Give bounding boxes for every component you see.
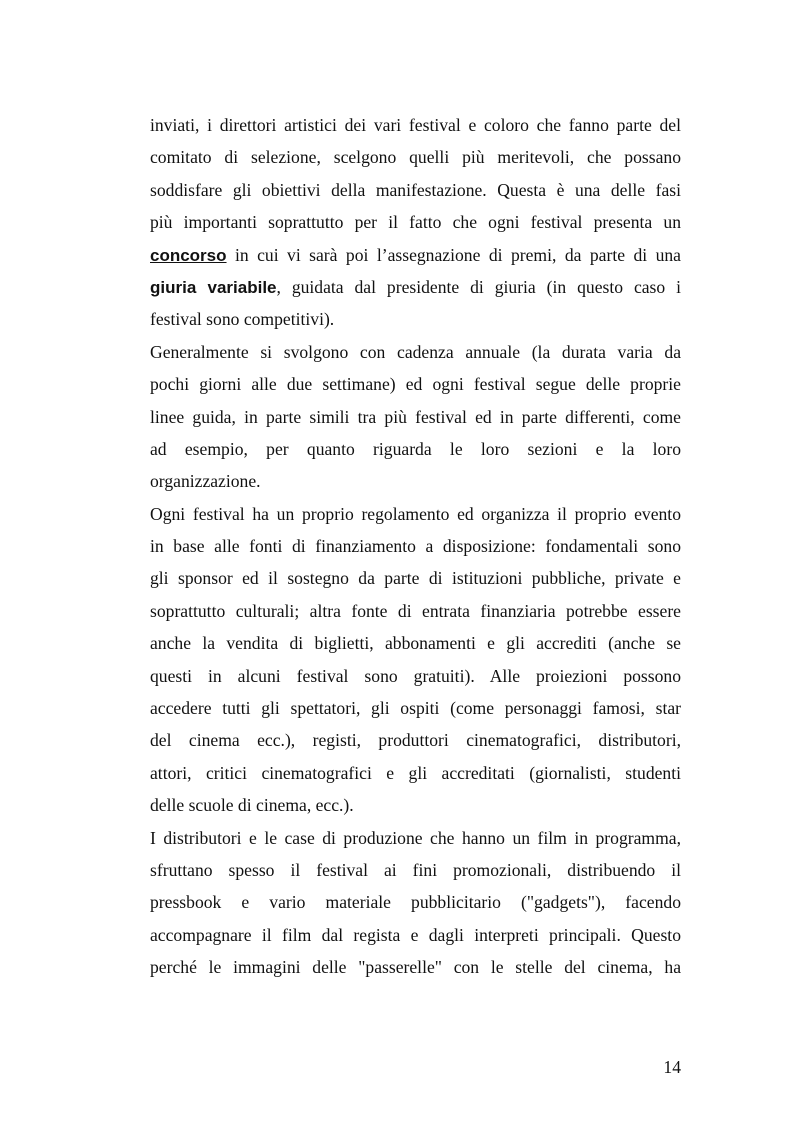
- text-run: sfruttano spesso il festival ai fini promozionali, distribuendo il: [150, 859, 681, 880]
- text-line: [150, 465, 681, 497]
- paragraph: [150, 336, 681, 498]
- text-run: Ogni festival ha un proprio regolamento ed organizza il proprio evento: [150, 503, 681, 524]
- text-line: [150, 562, 681, 594]
- text-run: linee guida, in parte simili tra più festival ed in parte differenti, come: [150, 406, 681, 427]
- text-line: [150, 206, 681, 238]
- text-line: [150, 660, 681, 692]
- text-run: in cui vi sarà poi l’assegnazione di premi, da parte di una: [226, 244, 681, 265]
- text-line: [150, 724, 681, 756]
- text-line: [150, 174, 681, 206]
- text-run: in base alle fonti di finanziamento a disposizione: fondamentali sono: [150, 536, 681, 557]
- document-body: [150, 109, 681, 984]
- text-line: [150, 951, 681, 983]
- text-run: perché le immagini delle "passerelle" con le stelle del cinema, ha: [150, 957, 681, 978]
- text-line: [150, 498, 681, 530]
- text-run: pochi giorni alle due settimane) ed ogni festival segue delle proprie: [150, 374, 681, 395]
- text-line: [150, 854, 681, 886]
- text-line: [150, 109, 681, 141]
- text-run: organizzazione.: [150, 471, 261, 492]
- text-line: [150, 886, 681, 918]
- text-run: soprattutto culturali; altra fonte di entrata finanziaria potrebbe essere: [150, 600, 681, 621]
- text-run: del cinema ecc.), registi, produttori cinematografici, distributori,: [150, 730, 681, 751]
- paragraph: [150, 822, 681, 984]
- text-line: [150, 789, 681, 821]
- emphasized-term: concorso: [150, 245, 227, 265]
- text-run: , guidata dal presidente di giuria (in questo caso i: [276, 276, 681, 297]
- text-run: comitato di selezione, scelgono quelli più meritevoli, che possano: [150, 147, 681, 168]
- text-line: [150, 401, 681, 433]
- text-line: [150, 757, 681, 789]
- text-run: I distributori e le case di produzione che hanno un film in programma,: [150, 827, 681, 848]
- text-run: gli sponsor ed il sostegno da parte di istituzioni pubbliche, private e: [150, 568, 681, 589]
- text-run: Generalmente si svolgono con cadenza annuale (la durata varia da: [150, 341, 681, 362]
- text-line: [150, 919, 681, 951]
- text-run: anche la vendita di biglietti, abbonamenti e gli accrediti (anche se: [150, 633, 681, 654]
- text-line: [150, 822, 681, 854]
- text-line: [150, 627, 681, 659]
- text-line: [150, 530, 681, 562]
- text-line: [150, 368, 681, 400]
- text-line: [150, 336, 681, 368]
- text-line: [150, 433, 681, 465]
- page-number: 14: [663, 1057, 681, 1077]
- paragraph: [150, 109, 681, 336]
- text-run: pressbook e vario materiale pubblicitario ("gadgets"), facendo: [150, 892, 681, 913]
- text-run: accompagnare il film dal regista e dagli interpreti principali. Questo: [150, 924, 681, 945]
- text-run: delle scuole di cinema, ecc.).: [150, 795, 354, 816]
- text-run: festival sono competitivi).: [150, 309, 335, 330]
- text-run: accedere tutti gli spettatori, gli ospiti (come personaggi famosi, star: [150, 698, 681, 719]
- text-line: [150, 141, 681, 173]
- text-run: più importanti soprattutto per il fatto che ogni festival presenta un: [150, 212, 681, 233]
- text-run: soddisfare gli obiettivi della manifestazione. Questa è una delle fasi: [150, 179, 681, 200]
- text-line: [150, 595, 681, 627]
- text-line: [150, 303, 681, 335]
- text-line: [150, 271, 681, 303]
- text-run: attori, critici cinematografici e gli accreditati (giornalisti, studenti: [150, 762, 681, 783]
- text-run: questi in alcuni festival sono gratuiti). Alle proiezioni possono: [150, 665, 681, 686]
- text-line: [150, 239, 681, 271]
- text-line: [150, 692, 681, 724]
- text-run: inviati, i direttori artistici dei vari festival e coloro che fanno parte del: [150, 115, 681, 135]
- text-run: ad esempio, per quanto riguarda le loro sezioni e la loro: [150, 438, 681, 459]
- emphasized-term: giuria variabile: [150, 277, 277, 297]
- paragraph: [150, 498, 681, 822]
